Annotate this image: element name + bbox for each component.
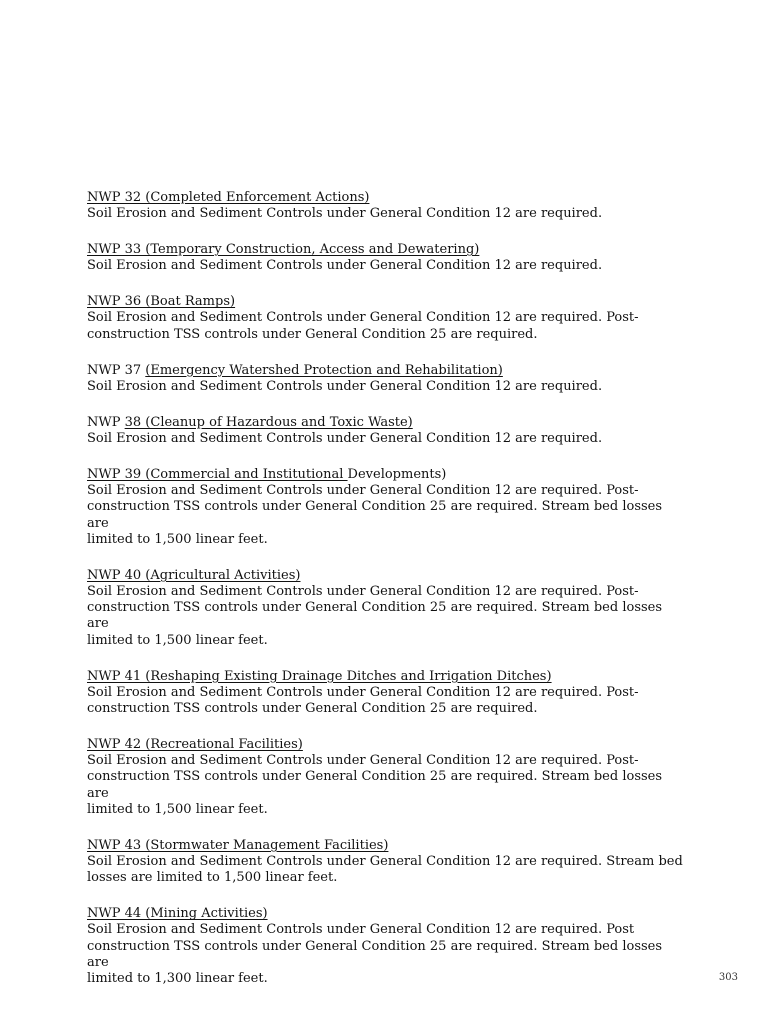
nwp-entry-39	[87, 463, 687, 548]
nwp-body	[87, 206, 687, 222]
nwp-heading-underlined: NWP 39 (Commercial and Institutional	[87, 467, 348, 483]
document-body	[87, 186, 687, 1003]
body-line: limited to 1,300 linear feet.	[87, 971, 268, 987]
nwp-body	[87, 258, 687, 274]
nwp-heading: NWP 40 (Agricultural Activities)	[87, 568, 301, 584]
body-line: Soil Erosion and Sediment Controls under General Condition 12 are required. Post-	[87, 483, 639, 499]
body-line: Soil Erosion and Sediment Controls under General Condition 12 are required.	[87, 258, 603, 274]
nwp-heading: NWP 32 (Completed Enforcement Actions)	[87, 190, 370, 205]
body-line: limited to 1,500 linear feet.	[87, 531, 268, 547]
nwp-body	[87, 854, 687, 886]
nwp-body	[87, 431, 687, 447]
nwp-heading-prefix: NWP	[87, 415, 125, 431]
body-line: Soil Erosion and Sediment Controls under General Condition 12 are required.	[87, 431, 603, 447]
nwp-heading: NWP 43 (Stormwater Management Facilities)	[87, 838, 389, 854]
nwp-body	[87, 685, 687, 717]
nwp-body	[87, 310, 687, 342]
body-line: Soil Erosion and Sediment Controls under General Condition 12 are required. Stream bed	[87, 854, 683, 870]
body-line: Soil Erosion and Sediment Controls under General Condition 12 are required. Post-	[87, 584, 639, 600]
nwp-heading-underlined: 38 (Cleanup of Hazardous and Toxic Waste)	[124, 415, 413, 431]
nwp-body	[87, 379, 687, 395]
body-line: Soil Erosion and Sediment Controls under General Condition 12 are required. Post	[87, 922, 635, 938]
body-line: limited to 1,500 linear feet.	[87, 801, 268, 817]
nwp-entry-36	[87, 290, 687, 342]
body-line: construction TSS controls under General Condition 25 are required.	[87, 326, 538, 342]
body-line: construction TSS controls under General Condition 25 are required.	[87, 701, 538, 717]
body-line: construction TSS controls under General Condition 25 are required. Stream bed losses are	[87, 938, 663, 970]
nwp-entry-41	[87, 665, 687, 717]
nwp-heading: NWP 41 (Reshaping Existing Drainage Ditches and Irrigation Ditches)	[87, 668, 552, 684]
nwp-heading	[87, 415, 413, 431]
nwp-heading-underlined: (Emergency Watershed Protection and Rehabilitation)	[145, 362, 503, 378]
nwp-body	[87, 584, 687, 649]
nwp-heading: NWP 42 (Recreational Facilities)	[87, 737, 303, 753]
nwp-heading	[87, 363, 503, 379]
body-line: Soil Erosion and Sediment Controls under General Condition 12 are required.	[87, 206, 603, 221]
nwp-heading-prefix: NWP 37	[87, 362, 146, 378]
nwp-heading: NWP 33 (Temporary Construction, Access and Dewatering)	[87, 242, 480, 258]
nwp-entry-40	[87, 564, 687, 649]
body-line: losses are limited to 1,500 linear feet.	[87, 870, 338, 886]
nwp-entry-38	[87, 411, 687, 447]
nwp-entry-44	[87, 902, 687, 987]
nwp-entry-43	[87, 834, 687, 886]
page-number: 303	[718, 972, 738, 983]
body-line: limited to 1,500 linear feet.	[87, 632, 268, 648]
nwp-heading	[87, 467, 446, 483]
nwp-entry-32	[87, 186, 687, 222]
body-line: Soil Erosion and Sediment Controls under General Condition 12 are required.	[87, 378, 603, 394]
nwp-entry-33	[87, 238, 687, 274]
nwp-body	[87, 922, 687, 987]
nwp-entry-42	[87, 733, 687, 818]
nwp-entry-37	[87, 359, 687, 395]
body-line: Soil Erosion and Sediment Controls under General Condition 12 are required. Post-	[87, 684, 639, 700]
nwp-heading: NWP 44 (Mining Activities)	[87, 906, 268, 922]
body-line: Soil Erosion and Sediment Controls under General Condition 12 are required. Post-	[87, 753, 639, 769]
nwp-heading-suffix: Developments)	[347, 467, 447, 483]
nwp-heading: NWP 36 (Boat Ramps)	[87, 294, 236, 310]
body-line: construction TSS controls under General Condition 25 are required. Stream bed losses are	[87, 600, 663, 632]
body-line: Soil Erosion and Sediment Controls under General Condition 12 are required. Post-	[87, 310, 639, 326]
body-line: construction TSS controls under General Condition 25 are required. Stream bed losses are	[87, 769, 663, 801]
nwp-body	[87, 753, 687, 818]
body-line: construction TSS controls under General Condition 25 are required. Stream bed losses are	[87, 499, 663, 531]
nwp-body	[87, 483, 687, 548]
